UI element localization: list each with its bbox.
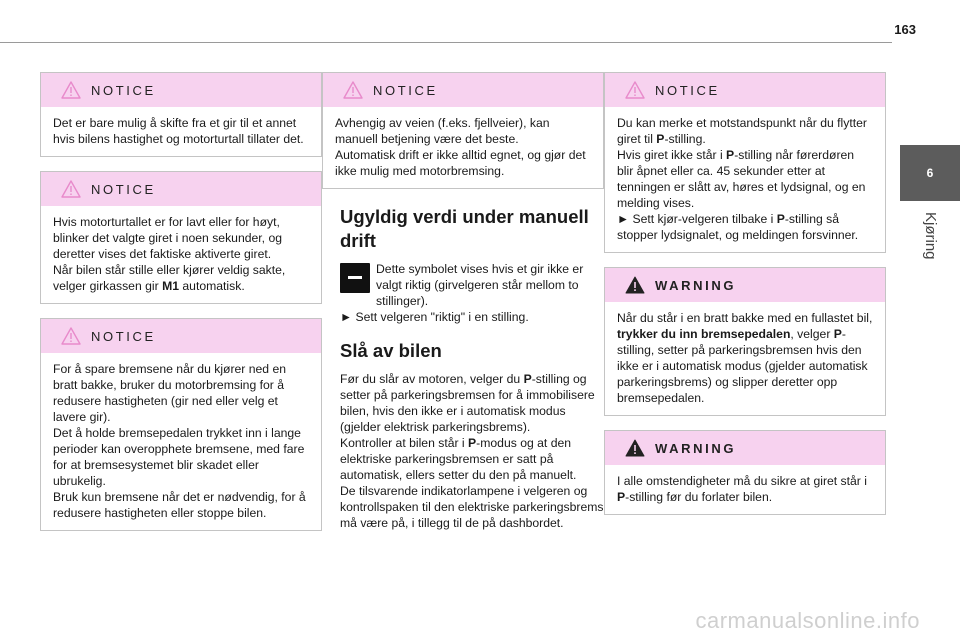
notice-text: Du kan merke et motstandspunkt når du flytter giret til P-stilling.	[617, 116, 867, 146]
notice-label: NOTICE	[655, 82, 720, 98]
notice-text: Når bilen står stille eller kjører veldig sakte, velger girkassen gir M1 automatisk.	[53, 263, 286, 293]
watermark: carmanualsonline.info	[695, 608, 920, 633]
notice-label: NOTICE	[91, 181, 156, 197]
notice-label: NOTICE	[373, 82, 438, 98]
notice-box	[40, 72, 322, 157]
warning-box	[604, 267, 886, 416]
warning-text: Når du står i en bratt bakke med en fullastet bil, trykker du inn bremsepedalen, velger P-stilling, setter på parkeringsbremsen hvis den ikke er i automatisk modus (gjelder automatisk parkeringsbrems) og slipper deretter opp bremsepedalen.	[617, 311, 873, 405]
warning-label: WARNING	[655, 440, 737, 456]
section-invalid	[322, 205, 604, 531]
section-text: De tilsvarende indikatorlampene i velgeren og kontrollspaken til den elektriske parkeringsbrems må være på, i tillegg til de på dashbordet.	[340, 484, 604, 530]
notice-text: Hvis giret ikke står i P-stilling når førerdøren blir åpnet eller ca. 45 sekunder etter at tenningen er slått av, høres et lydsignal, og en melding vises.	[617, 148, 866, 210]
notice-box	[40, 318, 322, 531]
notice-label: NOTICE	[91, 328, 156, 344]
notice-body	[41, 206, 321, 303]
notice-box	[40, 171, 322, 304]
warning-triangle-filled-icon	[625, 439, 645, 457]
column-middle	[322, 72, 604, 531]
notice-body	[41, 107, 321, 156]
warning-label: WARNING	[655, 277, 737, 293]
chapter-number: 6	[926, 166, 934, 180]
section-body	[340, 261, 604, 325]
section-text: Før du slår av motoren, velger du P-stilling og setter på parkeringsbremsen for å immobilisere bilen, hvis den ikke er i automatisk modus (gjelder elektrisk parkeringsbrems).	[340, 372, 595, 434]
warning-body	[605, 302, 885, 415]
warning-triangle-outline-icon	[61, 327, 81, 345]
gear-invalid-symbol-icon	[340, 263, 370, 293]
symbol-paragraph	[340, 261, 604, 309]
section-text: ► Sett velgeren "riktig" i en stilling.	[340, 310, 529, 324]
column-left	[40, 72, 322, 545]
notice-header	[41, 172, 321, 206]
section-text: Kontroller at bilen står i P-modus og at den elektriske parkeringsbremsen er satt på automatisk, ellers setter du den på manuelt.	[340, 436, 577, 482]
notice-text: Automatisk drift er ikke alltid egnet, og gjør det ikke mulig med motorbremsing.	[335, 148, 586, 178]
notice-text: ► Sett kjør-velgeren tilbake i P-stilling så stopper lydsignalet, og meldingen forsvinner.	[617, 212, 859, 242]
notice-text: Bruk kun bremsene når det er nødvendig, for å redusere hastigheten eller stoppe bilen.	[53, 490, 306, 520]
warning-header	[605, 431, 885, 465]
warning-triangle-outline-icon	[61, 180, 81, 198]
notice-header	[41, 319, 321, 353]
warning-body	[605, 465, 885, 514]
notice-header	[605, 73, 885, 107]
page-number: 163	[894, 22, 916, 37]
warning-triangle-outline-icon	[61, 81, 81, 99]
warning-text: I alle omstendigheter må du sikre at giret står i P-stilling før du forlater bilen.	[617, 474, 867, 504]
top-rule	[0, 42, 892, 43]
warning-triangle-filled-icon	[625, 276, 645, 294]
notice-text: For å spare bremsene når du kjører ned en bratt bakke, bruker du motorbremsing for å redusere hastigheten (gir ned eller velg et lavere gir).	[53, 362, 287, 424]
chapter-label: Kjøring	[922, 212, 939, 260]
notice-body	[605, 107, 885, 252]
notice-box	[604, 72, 886, 253]
section-title: Slå av bilen	[340, 340, 442, 361]
notice-box	[322, 72, 604, 189]
notice-text: Hvis motorturtallet er for lavt eller for høyt, blinker det valgte giret i noen sekunder, og deretter vises det faktiske aktiverte giret.	[53, 215, 283, 261]
notice-text: Det er bare mulig å skifte fra et gir til et annet hvis bilens hastighet og motorturtall tillater det.	[53, 116, 304, 146]
warning-box	[604, 430, 886, 515]
column-right	[604, 72, 886, 529]
warning-triangle-outline-icon	[343, 81, 363, 99]
section-title: Ugyldig verdi under manuell drift	[340, 206, 589, 251]
section-text: Dette symbolet vises hvis et gir ikke er valgt riktig (girvelgeren står mellom to stillinger).	[376, 262, 584, 308]
notice-header	[41, 73, 321, 107]
warning-triangle-outline-icon	[625, 81, 645, 99]
warning-header	[605, 268, 885, 302]
chapter-tab[interactable]	[900, 145, 960, 201]
notice-body	[323, 107, 603, 188]
notice-body	[41, 353, 321, 530]
notice-text: Avhengig av veien (f.eks. fjellveier), kan manuell betjening være det beste.	[335, 116, 550, 146]
section-body	[340, 371, 604, 531]
notice-label: NOTICE	[91, 82, 156, 98]
notice-header	[323, 73, 603, 107]
notice-text: Det å holde bremsepedalen trykket inn i lange perioder kan overopphete bremsene, med fare for at bremsesystemet blir skadet eller ubrukelig.	[53, 426, 305, 488]
